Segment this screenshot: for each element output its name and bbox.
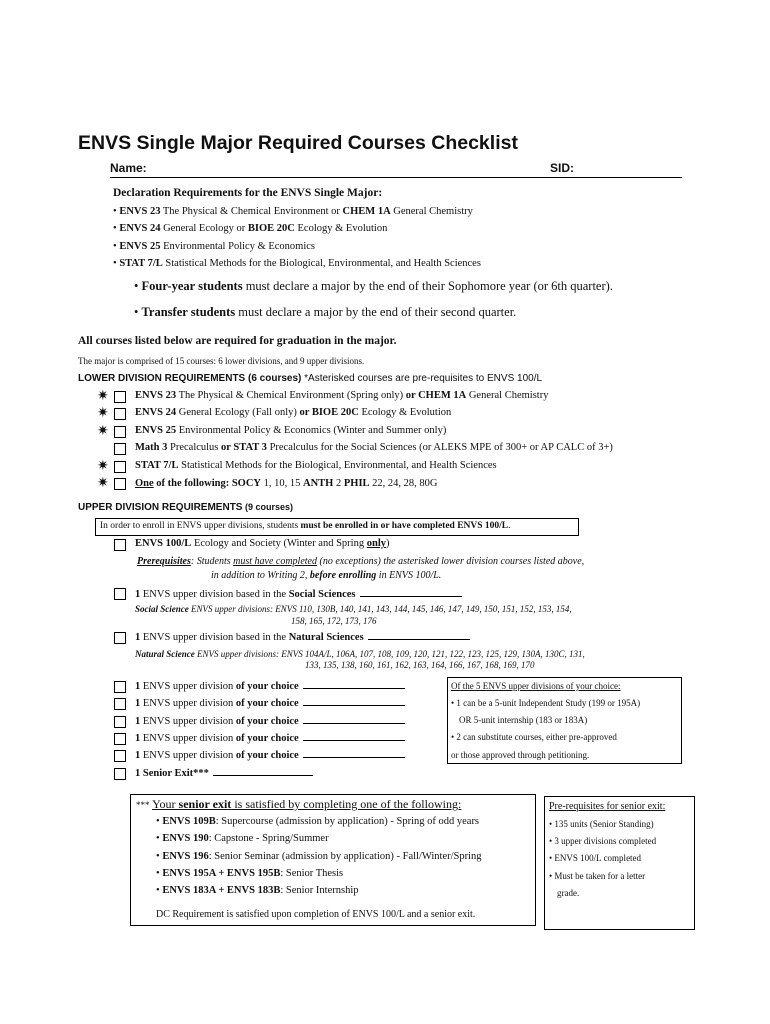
checkbox-choice-5[interactable] [114, 750, 126, 762]
senior-exit-blank-line [213, 767, 313, 776]
choice-blank-line [303, 715, 405, 724]
choice-bold: of your choice [235, 698, 299, 710]
exit-stars: *** [136, 800, 150, 810]
choice-text: ENVS upper division [140, 732, 236, 744]
course-text: General Ecology (Fall only) [176, 407, 300, 419]
checkbox-lower-4[interactable] [114, 443, 126, 455]
natural-item [135, 631, 470, 643]
course-code-alt: or STAT 3 [221, 442, 267, 454]
choice-text: ENVS upper division [140, 681, 236, 692]
course-code: Math 3 [135, 442, 168, 454]
checkbox-lower-6[interactable] [114, 478, 126, 490]
course-text: Environmental Policy & Economics (Winter and Summer only) [176, 424, 447, 436]
prereq-item: • Must be taken for a letter [549, 870, 646, 881]
anth-label: ANTH [303, 478, 334, 489]
natural-list-2: 133, 135, 138, 160, 161, 162, 163, 164, 166, 167, 168, 169, 170 [305, 660, 535, 670]
senior-exit-heading [136, 797, 461, 812]
course-text: Statistical Methods for the Biological, Environmental, and Health Sciences [178, 459, 497, 471]
option-text: : Capstone - Spring/Summer [208, 833, 329, 845]
lower-item-3 [135, 425, 446, 436]
lower-note: *Asterisked courses are pre-requisites to ENVS 100/L [304, 373, 543, 384]
senior-exit-label: 1 Senior Exit*** [135, 768, 209, 779]
lower-item-5 [135, 460, 497, 471]
senior-exit-option: • ENVS 196: Senior Seminar (admission by application) - Fall/Winter/Spring [156, 850, 482, 862]
name-sid-bar [110, 161, 682, 178]
prereq-item: • 135 units (Senior Standing) [549, 819, 654, 829]
choice-num: 1 [135, 750, 141, 762]
senior-exit-option: • ENVS 195A + ENVS 195B: Senior Thesis [156, 867, 344, 879]
senior-exit-option: • ENVS 190: Capstone - Spring/Summer [156, 833, 329, 845]
prereq-label: Prerequisites [137, 556, 191, 567]
declaration-item: • STAT 7/L Statistical Methods for the Biological, Environmental, and Health Sciences [113, 257, 481, 269]
phil-nums: 22, 24, 28, 80G [369, 478, 438, 489]
phil-label: PHIL [343, 478, 370, 489]
course-text-alt: General Chemistry [390, 206, 473, 217]
course-code: ENVS 25 [135, 424, 177, 436]
choice-bold: of your choice [235, 750, 299, 762]
choice-bold: of your choice [235, 715, 299, 727]
checkbox-lower-2[interactable] [114, 408, 126, 420]
exit-heading-a: Your [152, 797, 179, 811]
course-text-alt: Precalculus for the Social Sciences (or ALEKS MPE of 300+ or AP CALC of 3+) [266, 442, 613, 454]
four-year-note: • Four-year students must declare a major by the end of their Sophomore year (or 6th quarter). [134, 279, 613, 293]
course-text-alt: General Chemistry [466, 390, 549, 401]
option-text: : Senior Thesis [280, 867, 344, 879]
envs100-item [135, 538, 390, 549]
course-text-alt: Ecology & Evolution [294, 223, 388, 235]
lower-item-1 [135, 390, 548, 401]
prereq-item: • ENVS 100/L completed [549, 853, 642, 864]
declaration-item: • ENVS 24 General Ecology or BIOE 20C Ecology & Evolution [113, 223, 388, 235]
prerequisite-star-icon: ✷ [97, 458, 109, 474]
socy-label: of the following: SOCY [153, 478, 262, 489]
prereq-c: in addition to Writing 2, [211, 570, 310, 581]
option-text: : Senior Seminar (admission by application) - Fall/Winter/Spring [208, 850, 482, 862]
social-list-1 [135, 604, 572, 614]
checkbox-natural[interactable] [114, 632, 126, 644]
enroll-note-box [95, 518, 579, 536]
choice-num: 1 [135, 681, 141, 692]
choice-bold: of your choice [235, 681, 299, 692]
exit-heading-c: is satisfied by completing one of the following: [231, 797, 462, 811]
checkbox-choice-1[interactable] [114, 681, 126, 693]
lower-item-6 [135, 478, 438, 489]
declaration-item: • ENVS 23 The Physical & Chemical Environment or CHEM 1A General Chemistry [113, 206, 473, 217]
option-text: : Senior Internship [280, 885, 359, 897]
choice-info-1: • 1 can be a 5-unit Independent Study (199 or 195A) [451, 698, 641, 708]
prereq-line-2 [211, 570, 441, 581]
declaration-heading: Declaration Requirements for the ENVS Single Major: [113, 187, 383, 199]
prerequisite-star-icon: ✷ [97, 389, 109, 404]
lower-count: (6 courses) [245, 373, 305, 384]
four-year-text: must declare a major by the end of their Sophomore year (or 6th quarter). [242, 279, 613, 293]
course-code: STAT 7/L [119, 257, 163, 269]
prerequisite-star-icon: ✷ [97, 423, 109, 439]
transfer-text: must declare a major by the end of their second quarter. [235, 305, 517, 319]
page-title: ENVS Single Major Required Courses Checklist [78, 132, 518, 154]
anth-nums: 2 [333, 478, 344, 489]
option-text: : Supercourse (admission by application) - Spring of odd years [215, 816, 480, 827]
course-code: ENVS 25 [119, 240, 161, 252]
prereq-item: grade. [557, 887, 580, 898]
choice-blank-line [303, 732, 405, 741]
course-code-alt: or BIOE 20C [299, 407, 359, 419]
choice-item-1 [135, 680, 405, 692]
course-code-alt: or CHEM 1A [405, 390, 467, 401]
course-code: ENVS 23 [135, 390, 177, 401]
declaration-item: • ENVS 25 Environmental Policy & Economics [113, 240, 316, 252]
course-text: The Physical & Chemical Environment or [160, 206, 343, 217]
choice-blank-line [303, 749, 405, 758]
choice-text: ENVS upper division [140, 715, 236, 727]
natural-list-label: Natural Science [135, 649, 195, 659]
natural-blank-line [368, 631, 470, 640]
prereq-d: in ENVS 100/L. [376, 570, 442, 581]
option-code: ENVS 196 [162, 850, 209, 862]
prereq-a: : Students [190, 556, 234, 567]
course-code: STAT 7/L [135, 459, 179, 471]
course-text: Environmental Policy & Economics [160, 240, 316, 252]
social-num: 1 [135, 589, 141, 600]
social-list-2: 158, 165, 172, 173, 176 [291, 616, 377, 626]
choice-info-2: OR 5-unit internship (183 or 183A) [459, 715, 588, 725]
course-text-alt: Ecology & Evolution [358, 407, 452, 419]
choice-num: 1 [135, 698, 141, 710]
checkbox-choice-3[interactable] [114, 716, 126, 728]
choice-blank-line [303, 697, 405, 706]
dc-requirement: DC Requirement is satisfied upon completion of ENVS 100/L and a senior exit. [156, 909, 476, 920]
choice-info-heading: Of the 5 ENVS upper divisions of your choice: [451, 681, 621, 691]
choice-num: 1 [135, 732, 141, 744]
course-text: Statistical Methods for the Biological, Environmental, and Health Sciences [162, 257, 481, 269]
envs100-only: only [366, 538, 386, 549]
natural-num: 1 [135, 632, 141, 643]
option-code: ENVS 195A + ENVS 195B [162, 867, 281, 879]
choice-info-4: or those approved through petitioning. [451, 750, 590, 760]
checkbox-social[interactable] [114, 588, 126, 600]
choice-bold: of your choice [235, 732, 299, 744]
upper-count: (9 courses) [242, 502, 293, 512]
choice-text: ENVS upper division [140, 698, 236, 710]
four-year-bold: Four-year students [141, 279, 243, 293]
prerequisite-star-icon: ✷ [97, 476, 109, 491]
social-text: ENVS upper division based in the [140, 589, 289, 600]
envs100-text: Ecology and Society (Winter and Spring [191, 538, 367, 549]
option-code: ENVS 190 [162, 833, 209, 845]
checkbox-senior-exit[interactable] [114, 768, 126, 780]
option-code: ENVS 183A + ENVS 183B [162, 885, 281, 897]
social-list-label: Social Science [135, 604, 189, 614]
course-code: ENVS 24 [119, 223, 161, 235]
enroll-note-c: . [508, 521, 511, 531]
choice-blank-line [303, 680, 405, 689]
social-item [135, 588, 462, 600]
course-text: The Physical & Chemical Environment (Spring only) [176, 390, 406, 401]
prereq-line-1 [137, 556, 584, 567]
lower-division-heading [78, 373, 542, 384]
prereq-before: before enrolling [309, 570, 377, 581]
choice-item-5 [135, 749, 405, 761]
choice-text: ENVS upper division [140, 750, 236, 762]
checkbox-choice-2[interactable] [114, 698, 126, 710]
natural-bold: Natural Sciences [288, 632, 364, 643]
course-code: ENVS 23 [119, 206, 161, 217]
checkbox-lower-3[interactable] [114, 426, 126, 438]
all-courses-heading: All courses listed below are required for graduation in the major. [78, 335, 397, 347]
course-code-alt: CHEM 1A [342, 206, 391, 217]
choice-item-4 [135, 732, 405, 744]
checkbox-lower-5[interactable] [114, 461, 126, 473]
prereq-box-heading: Pre-requisites for senior exit: [549, 801, 666, 812]
upper-division-heading [78, 502, 293, 513]
course-text: General Ecology or [160, 223, 248, 235]
prereq-b: (no exceptions) the asterisked lower division courses listed above, [316, 556, 585, 567]
senior-exit-item [135, 767, 313, 779]
sid-label: SID: [550, 161, 574, 175]
course-code: ENVS 24 [135, 407, 177, 419]
prereq-must: must have completed [233, 556, 317, 567]
course-code-alt: BIOE 20C [247, 223, 295, 235]
choice-item-3 [135, 715, 405, 727]
prereq-item: • 3 upper divisions completed [549, 836, 657, 847]
checkbox-lower-1[interactable] [114, 391, 126, 403]
option-code: ENVS 109B [162, 816, 216, 827]
social-list-text: ENVS upper divisions: ENVS 110, 130B, 140, 141, 143, 144, 145, 146, 147, 149, 150, 151, 152, 153, 154, [188, 604, 572, 614]
transfer-note: • Transfer students must declare a major by the end of their second quarter. [134, 305, 517, 319]
checkbox-envs100[interactable] [114, 539, 126, 551]
lower-heading-text: LOWER DIVISION REQUIREMENTS [78, 373, 246, 384]
enroll-note-b: must be enrolled in or have completed ENVS 100/L [300, 521, 509, 531]
upper-heading-text: UPPER DIVISION REQUIREMENTS [78, 502, 243, 513]
comprised-note: The major is comprised of 15 courses: 6 lower divisions, and 9 upper divisions. [78, 356, 365, 366]
socy-nums: 1, 10, 15 [261, 478, 304, 489]
lower-item-4 [135, 442, 613, 453]
one-label: One [135, 478, 154, 489]
natural-list-text: ENVS upper divisions: ENVS 104A/L, 106A, 107, 108, 109, 120, 121, 122, 123, 125, 129, 130A, 130C, 131, [194, 649, 585, 659]
enroll-note-a: In order to enroll in ENVS upper divisions, students [100, 521, 301, 531]
course-text: Precalculus [167, 442, 222, 454]
choice-item-2 [135, 697, 405, 709]
senior-exit-option: • ENVS 109B: Supercourse (admission by application) - Spring of odd years [156, 816, 480, 827]
lower-item-2 [135, 407, 451, 418]
envs100-code: ENVS 100/L [135, 538, 192, 549]
transfer-bold: Transfer students [141, 305, 236, 319]
choice-info-3: • 2 can substitute courses, either pre-approved [451, 732, 617, 742]
social-blank-line [360, 588, 462, 597]
name-label: Name: [110, 161, 147, 175]
exit-heading-b: senior exit [178, 797, 232, 811]
social-bold: Social Sciences [288, 589, 356, 600]
choice-num: 1 [135, 715, 141, 727]
prerequisite-star-icon: ✷ [97, 406, 109, 422]
natural-text: ENVS upper division based in the [140, 632, 289, 643]
checkbox-choice-4[interactable] [114, 733, 126, 745]
natural-list-1 [135, 649, 585, 659]
envs100-end: ) [386, 538, 390, 549]
senior-exit-option: • ENVS 183A + ENVS 183B: Senior Internship [156, 885, 359, 897]
